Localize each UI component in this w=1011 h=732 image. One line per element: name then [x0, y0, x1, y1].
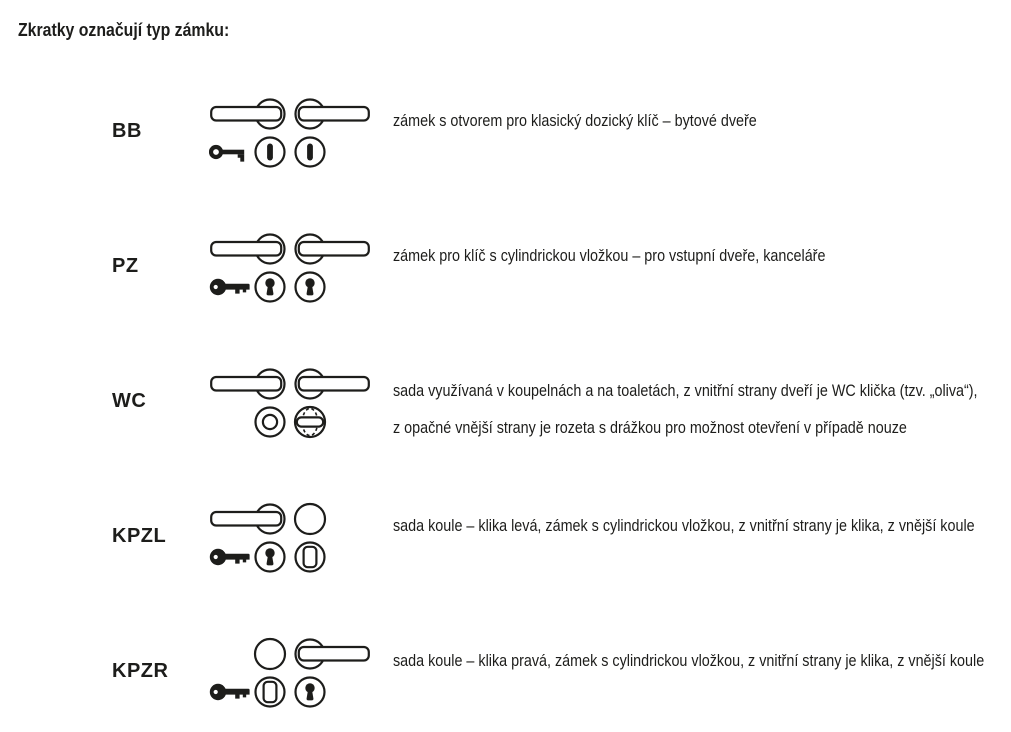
bb-keyhole-rosette-icon [292, 134, 328, 170]
lever-handle-right-icon [290, 96, 370, 132]
lock-type-code: WC [112, 389, 147, 412]
blank-rosette-icon [252, 674, 288, 710]
lock-type-row-bb [0, 97, 1011, 172]
lock-type-row-kpzr [0, 637, 1011, 712]
lever-handle-right-icon [290, 636, 370, 672]
lock-type-code: PZ [112, 254, 139, 277]
lock-type-row-kpzl [0, 502, 1011, 577]
bb-keyhole-rosette-icon [252, 134, 288, 170]
modern-key-icon [209, 275, 251, 299]
lock-icon-set [205, 97, 380, 172]
lock-type-description: zámek s otvorem pro klasický dozický klíč – bytové dveře [393, 112, 757, 130]
lever-handle-left-icon [210, 96, 290, 132]
lever-handle-left-icon [210, 501, 290, 537]
lock-type-row-wc [0, 367, 1011, 442]
lock-type-description: sada využívaná v koupelnách a na toaletách, z vnitřní strany dveří je WC klička (tzv. „oliva“), z opačné vnější strany je rozeta s drážkou pro možnost otevření v případě nouze [393, 382, 978, 437]
lock-icon-set [205, 367, 380, 442]
wc-thumbturn-rosette-icon [292, 404, 328, 440]
pz-cylinder-rosette-icon [252, 269, 288, 305]
lock-type-description: sada koule – klika pravá, zámek s cylindrickou vložkou, z vnitřní strany je klika, z vnější koule [393, 652, 985, 670]
pz-cylinder-rosette-icon [292, 674, 328, 710]
door-knob-icon [252, 636, 288, 672]
modern-key-icon [209, 545, 251, 569]
door-knob-icon [292, 501, 328, 537]
modern-key-icon [209, 680, 251, 704]
lock-icon-set [205, 502, 380, 577]
lever-handle-right-icon [290, 366, 370, 402]
lock-type-description: sada koule – klika levá, zámek s cylindrickou vložkou, z vnitřní strany je klika, z vnější koule [393, 517, 975, 535]
lever-handle-left-icon [210, 231, 290, 267]
lever-handle-left-icon [210, 366, 290, 402]
classic-key-icon [209, 140, 251, 164]
lock-icon-set [205, 232, 380, 307]
lever-handle-right-icon [290, 231, 370, 267]
blank-rosette-icon [292, 539, 328, 575]
pz-cylinder-rosette-icon [292, 269, 328, 305]
lock-type-row-pz [0, 232, 1011, 307]
lock-type-code: KPZR [112, 659, 169, 682]
groove-rosette-icon [252, 404, 288, 440]
lock-icon-set [205, 637, 380, 712]
pz-cylinder-rosette-icon [252, 539, 288, 575]
lock-type-code: BB [112, 119, 142, 142]
lock-type-code: KPZL [112, 524, 167, 547]
lock-type-description: zámek pro klíč s cylindrickou vložkou – pro vstupní dveře, kanceláře [393, 247, 826, 265]
page-title: Zkratky označují typ zámku: [18, 20, 230, 40]
